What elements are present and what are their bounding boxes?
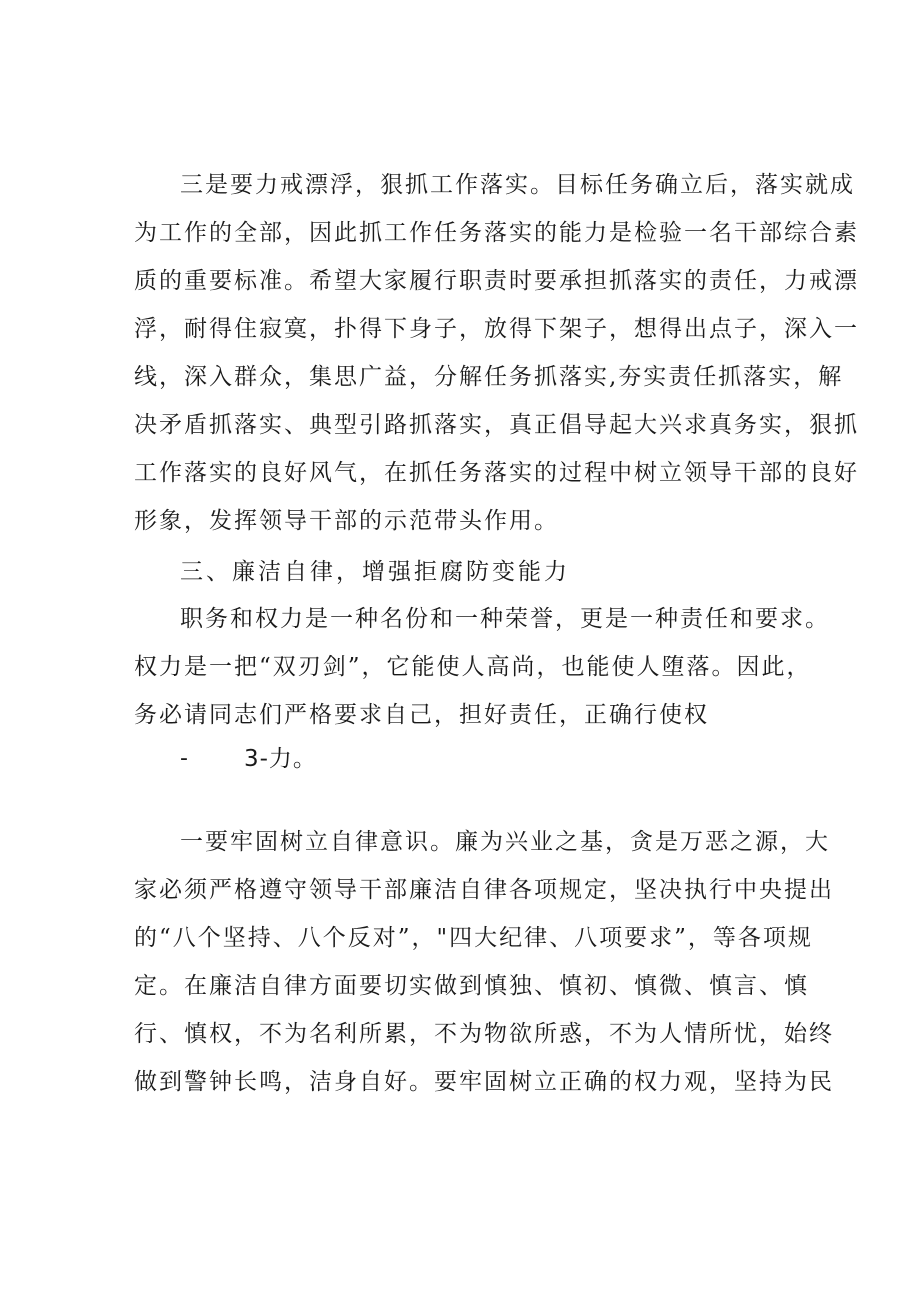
text-line: 做到警钟长鸣，洁身自好。要牢固树立正确的权力观，坚持为民 bbox=[134, 1069, 834, 1095]
text-line: 的“八个坚持、八个反对”，"四大纪律、八项要求”，等各项规 bbox=[134, 925, 813, 951]
text-line: 决矛盾抓落实、典型引路抓落实，真正倡导起大兴求真务实，狠抓 bbox=[134, 412, 859, 438]
text-line: 工作落实的良好风气，在抓任务落实的过程中树立领导干部的良好 bbox=[134, 460, 859, 486]
section-heading: 三、廉洁自律，增强拒腐防变能力 bbox=[180, 559, 570, 585]
text-line: 三是要力戒漂浮，狠抓工作落实。目标任务确立后，落实就成 bbox=[180, 172, 855, 198]
text-line: 为工作的全部，因此抓工作任务落实的能力是检验一名干部综合素 bbox=[134, 220, 859, 246]
page-break-dash: - bbox=[180, 746, 188, 771]
text-line: 形象，发挥领导干部的示范带头作用。 bbox=[134, 508, 559, 534]
text-line: 职务和权力是一种名份和一种荣誉，更是一种责任和要求。 bbox=[180, 606, 830, 632]
text-line: 权力是一把“双刃剑”，它能使人高尚，也能使人堕落。因此， bbox=[134, 654, 812, 680]
text-line: 家必须严格遵守领导干部廉洁自律各项规定，坚决执行中央提出 bbox=[134, 877, 834, 903]
text-line: 务必请同志们严格要求自己，担好责任，正确行使权 bbox=[134, 702, 709, 728]
text-line: 质的重要标准。希望大家履行职责时要承担抓落实的责任，力戒漂 bbox=[134, 268, 859, 294]
text-line: 定。在廉洁自律方面要切实做到慎独、慎初、慎微、慎言、慎 bbox=[134, 973, 809, 999]
text-line: 一要牢固树立自律意识。廉为兴业之基，贪是万恶之源，大 bbox=[180, 829, 830, 855]
text-line: 行、慎权，不为名利所累，不为物欲所惑，不为人情所忧，始终 bbox=[134, 1021, 834, 1047]
text-line: 线，深入群众，集思广益，分解任务抓落实,夯实责任抓落实，解 bbox=[134, 364, 844, 390]
text-line: 浮，耐得住寂寞，扑得下身子，放得下架子，想得出点子，深入一 bbox=[134, 316, 859, 342]
page-number: 3-力。 bbox=[244, 746, 317, 772]
